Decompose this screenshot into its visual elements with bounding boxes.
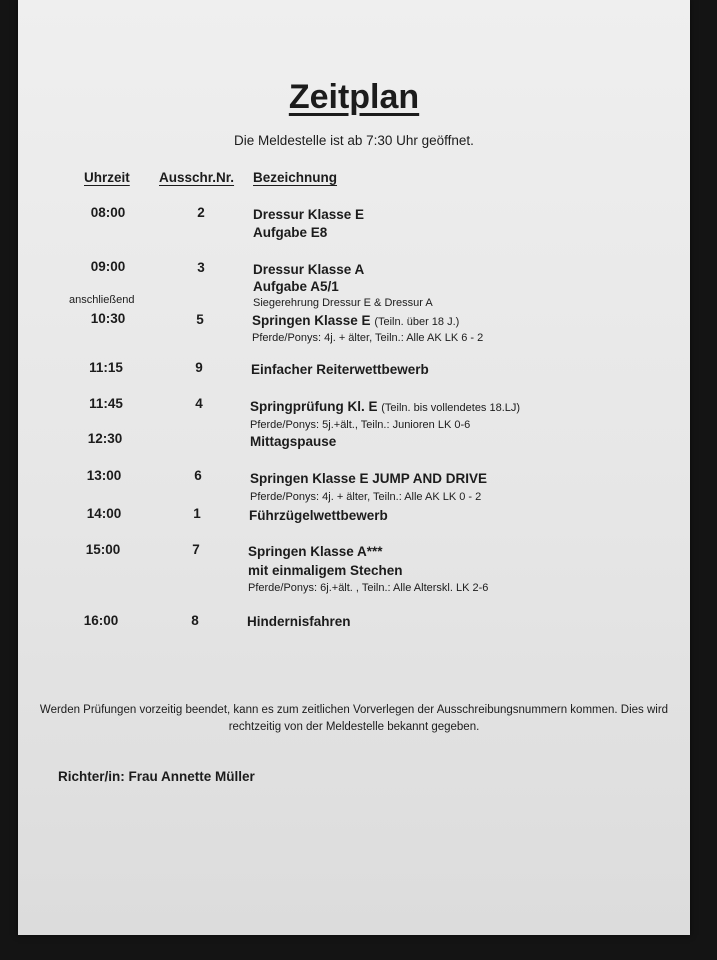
- row-time: 12:30: [87, 431, 123, 446]
- row-time: 11:45: [89, 396, 123, 411]
- judge-name: Richter/in: Frau Annette Müller: [58, 769, 255, 784]
- row-name: Einfacher Reiterwettbewerb: [251, 362, 429, 377]
- row-time: 13:00: [86, 468, 122, 483]
- row-time: 08:00: [90, 205, 126, 220]
- row-note: (Teiln. über 18 J.): [374, 316, 460, 328]
- row-name: Springen Klasse A***: [248, 544, 383, 559]
- page-title: Zeitplan: [288, 78, 420, 116]
- row-details: Pferde/Ponys: 5j.+ält., Teiln.: Junioren LK 0-6: [250, 419, 471, 431]
- row-name: Hindernisfahren: [247, 614, 351, 629]
- row-time: 09:00: [90, 259, 126, 274]
- row-name: Springprüfung Kl. E (Teiln. bis vollendetes 18.LJ): [250, 399, 521, 414]
- row-line2: Aufgabe A5/1: [253, 279, 339, 294]
- column-header-name: Bezeichnung: [253, 170, 338, 185]
- row-nr: 3: [197, 260, 205, 275]
- row-name: Dressur Klasse A: [253, 262, 365, 277]
- row-nr: 9: [195, 360, 203, 375]
- row-note: (Teiln. bis vollendetes 18.LJ): [381, 402, 521, 414]
- row-nr: 6: [194, 468, 202, 483]
- row-details: Pferde/Ponys: 6j.+ält. , Teiln.: Alle Alterskl. LK 2-6: [248, 582, 489, 594]
- row-name: Springen Klasse E JUMP AND DRIVE: [250, 471, 488, 486]
- row-name: Springen Klasse E (Teiln. über 18 J.): [252, 313, 460, 328]
- office-hours-note: Die Meldestelle ist ab 7:30 Uhr geöffnet.: [234, 133, 474, 148]
- row-nr: 2: [197, 205, 205, 220]
- schedule-sheet: [18, 0, 690, 935]
- row-details: Pferde/Ponys: 4j. + älter, Teiln.: Alle AK LK 0 - 2: [250, 491, 482, 503]
- row-name: Mittagspause: [250, 434, 337, 449]
- row-details: Pferde/Ponys: 4j. + älter, Teiln.: Alle AK LK 6 - 2: [252, 332, 484, 344]
- row-nr: 7: [192, 542, 200, 557]
- row-nr: 1: [193, 506, 201, 521]
- row-nr: 8: [191, 613, 199, 628]
- row-line2: mit einmaligem Stechen: [248, 563, 403, 578]
- row-time: 11:15: [89, 360, 123, 375]
- row-time: 10:30: [90, 311, 126, 326]
- row-time: 14:00: [86, 506, 122, 521]
- row-pre-time: anschließend: [69, 294, 135, 306]
- column-header-time: Uhrzeit: [84, 170, 130, 185]
- row-line2: Aufgabe E8: [253, 225, 328, 240]
- row-time: 15:00: [85, 542, 121, 557]
- row-name: Dressur Klasse E: [253, 207, 365, 222]
- row-name: Führzügelwettbewerb: [249, 508, 388, 523]
- footer-note: Werden Prüfungen vorzeitig beendet, kann es zum zeitlichen Vorverlegen der Ausschreibungsnummern kommen. Dies wird rechtzeitig von der Meldestelle bekannt gegeben.: [39, 704, 669, 733]
- row-nr: 5: [196, 312, 204, 327]
- row-nr: 4: [195, 396, 203, 411]
- column-header-nr: Ausschr.Nr.: [159, 170, 235, 185]
- row-time: 16:00: [83, 613, 119, 628]
- row-pre-name: Siegerehrung Dressur E & Dressur A: [253, 297, 433, 309]
